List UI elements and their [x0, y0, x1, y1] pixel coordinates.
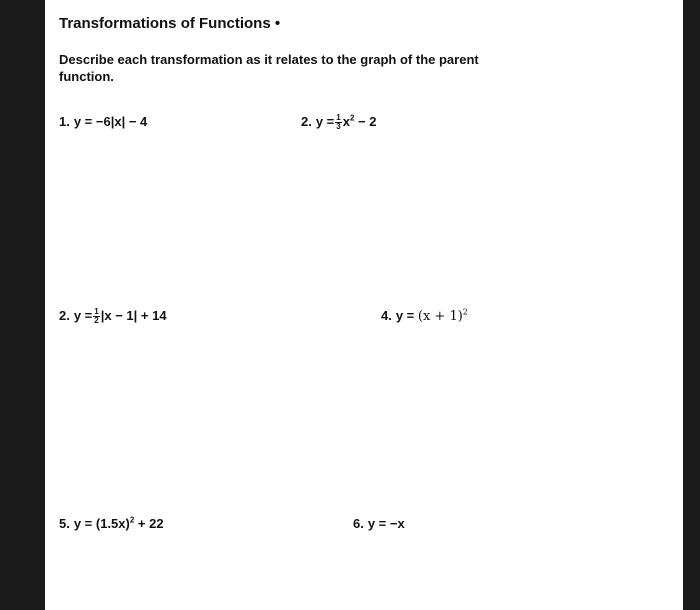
equation-exponent: 2 [462, 307, 468, 317]
problem-number: 2. [301, 114, 312, 129]
equation-lhs: y = [73, 308, 93, 323]
problem-2 [301, 114, 376, 131]
fraction-numerator: 1 [94, 307, 99, 317]
equation-tail: − 2 [354, 114, 377, 129]
equation-base: y = (1.5x) [73, 516, 130, 531]
fraction [335, 114, 341, 131]
worksheet-page [45, 0, 683, 610]
problem-1 [59, 114, 147, 130]
equation-lhs: y = [395, 308, 418, 323]
problem-number: 5. [59, 516, 70, 531]
problem-5 [59, 516, 164, 532]
equation-rest: |x − 1| + 14 [100, 308, 167, 323]
equation-base: (x + 1) [417, 309, 463, 324]
worksheet-title: Transformations of Functions • [59, 15, 281, 32]
equation-tail: + 22 [134, 516, 164, 531]
fraction-denominator: 2 [94, 316, 99, 326]
problem-6 [353, 516, 405, 532]
fraction [93, 308, 99, 325]
fraction-denominator: 3 [336, 122, 341, 132]
problem-equation: y = −x [367, 516, 405, 531]
equation-base: x [342, 114, 350, 129]
equation-exponent: 2 [129, 515, 135, 525]
problem-number: 2. [59, 308, 70, 323]
problem-equation: y = −6|x| − 4 [73, 114, 148, 129]
equation-exponent: 2 [349, 113, 355, 123]
worksheet-instructions: Describe each transformation as it relates to the graph of the parent function. [59, 52, 479, 84]
problem-4 [381, 308, 468, 325]
fraction-numerator: 1 [336, 113, 341, 123]
problem-3 [59, 308, 167, 325]
problem-number: 4. [381, 308, 392, 323]
equation-lhs: y = [315, 114, 335, 129]
problem-number: 1. [59, 114, 70, 129]
problem-number: 6. [353, 516, 364, 531]
